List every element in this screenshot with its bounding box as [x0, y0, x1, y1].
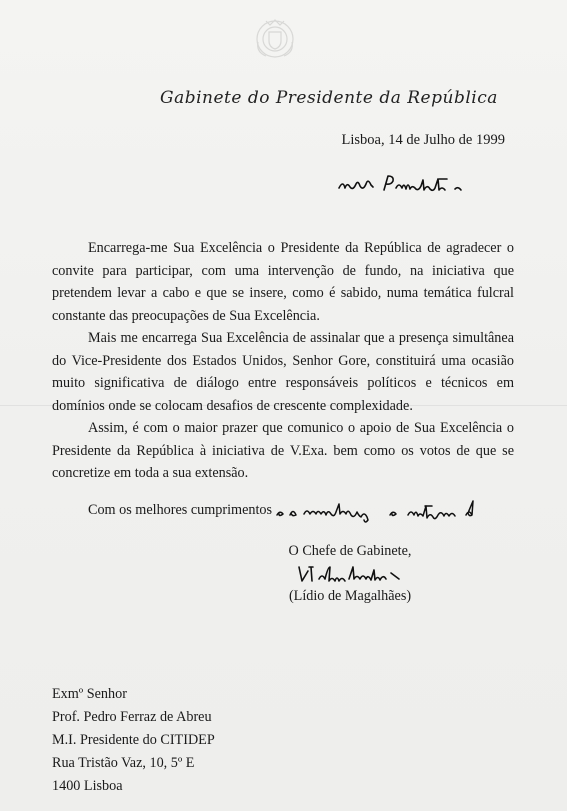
address-line-city: 1400 Lisboa: [52, 778, 123, 794]
body-paragraph-3: Assim, é com o maior prazer que comunico o apoio de Sua Excelência o Presidente da República à iniciativa de V.Exa. bem como os votos de que se concretize em toda a sua extensão.: [52, 420, 514, 481]
signatory-name: (Lídio de Magalhães): [288, 588, 412, 604]
closing-line: [88, 497, 494, 523]
handwritten-closing: [274, 497, 494, 523]
letter-date: Lisboa, 14 de Julho de 1999: [341, 132, 505, 148]
handwritten-signature: [295, 563, 405, 585]
recipient-address: [52, 683, 215, 798]
signature-block: [250, 540, 450, 607]
address-line-street: Rua Tristão Vaz, 10, 5º E: [52, 755, 195, 771]
signatory-role: O Chefe de Gabinete,: [288, 543, 412, 559]
address-line-salutation: Exmº Senhor: [52, 686, 127, 702]
address-line-name: Prof. Pedro Ferraz de Abreu: [52, 709, 212, 725]
body-paragraph-2: Mais me encarrega Sua Excelência de assinalar que a presença simultânea do Vice-Presidente dos Estados Unidos, Senhor Gore, constituirá uma ocasião muito significativa de diálogo entre responsáveis políticos e técnicos em domínios onde se colocam desafios de crescente complexidade.: [52, 330, 514, 414]
letter-body: [52, 237, 514, 485]
body-paragraph-1: Encarrega-me Sua Excelência o Presidente da República de agradecer o convite para participar, com uma intervenção de fundo, na iniciativa que pretendem levar a cabo e que se insere, como é sabido, numa temática fulcral constante das preocupações de Sua Excelência.: [52, 240, 514, 324]
coat-of-arms-emblem: [250, 12, 300, 62]
address-line-title: M.I. Presidente do CITIDEP: [52, 732, 215, 748]
handwritten-salutation: [336, 172, 466, 196]
closing-typed: Com os melhores cumprimentos: [88, 501, 273, 518]
letterhead-title: Gabinete do Presidente da República: [160, 88, 498, 108]
